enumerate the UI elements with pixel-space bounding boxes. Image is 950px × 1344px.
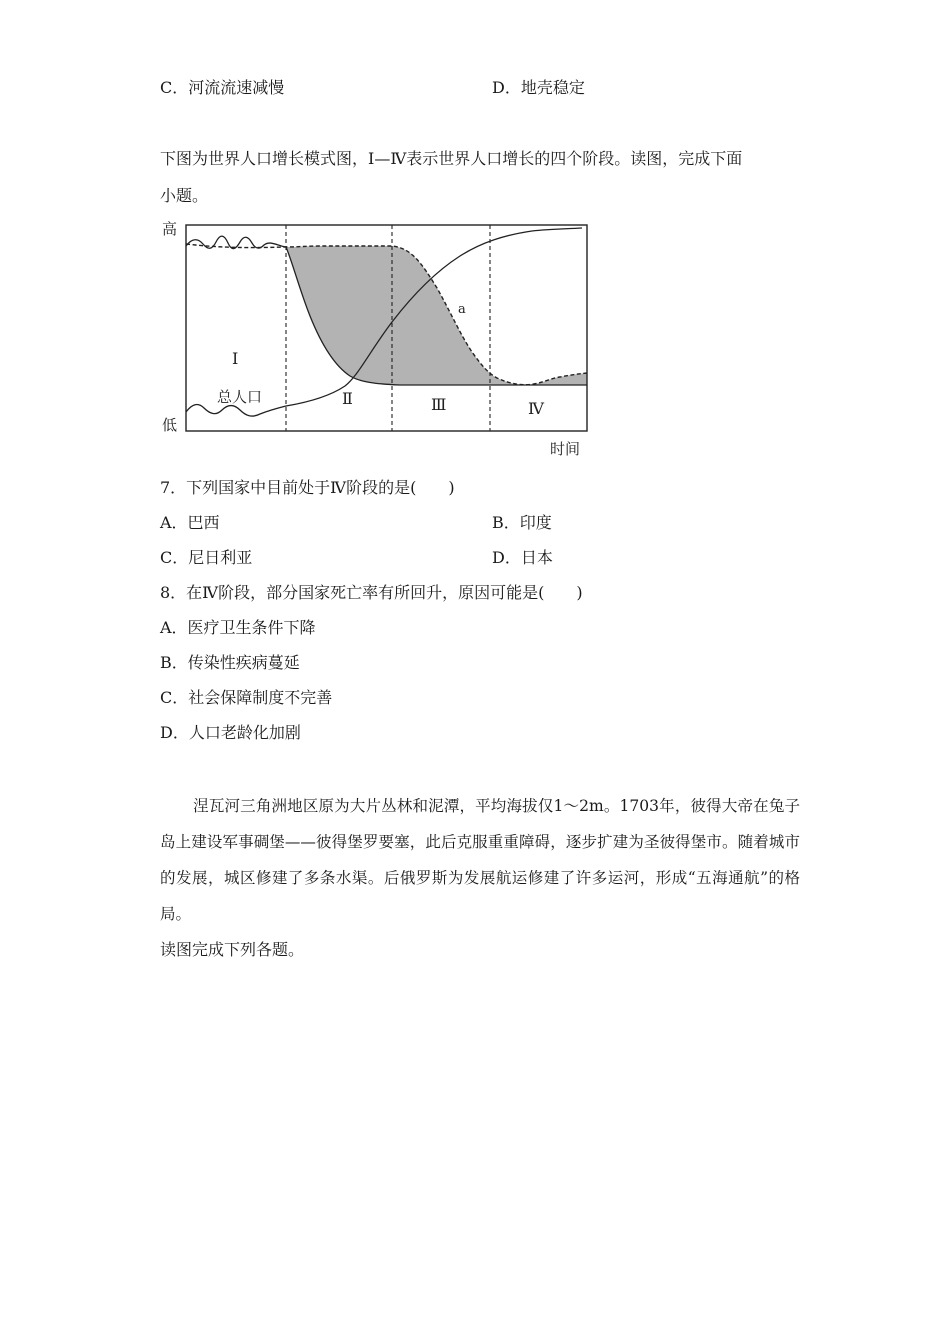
passage-text: 涅瓦河三角洲地区原为大片丛林和泥潭，平均海拔仅1～2m。1703年，彼得大帝在兔子岛上建设军事碉堡——彼得堡罗要塞，此后克服重重障碍，逐步扩建为圣彼得堡市。随着城市的发展，城区修建了多条水渠。后俄罗斯为发展航运修建了许多运河，形成“五海通航”的格局。: [160, 797, 800, 923]
question-7-option-c: C．尼日利亚: [160, 548, 253, 567]
prev-option-c: C．河流流速减慢: [160, 78, 285, 97]
stage-1-label: Ⅰ: [232, 349, 239, 368]
prev-option-d: D．地壳稳定: [492, 78, 585, 97]
question-7-option-b: B．印度: [492, 513, 552, 532]
question-7-option-d: D．日本: [492, 548, 553, 567]
question-8-option-a: A．医疗卫生条件下降: [160, 618, 316, 637]
question-8-option-d: D．人口老龄化加剧: [160, 723, 301, 742]
question-7-option-a: A．巴西: [160, 513, 220, 532]
y-axis-low-label: 低: [162, 416, 178, 434]
stage-4-label: Ⅳ: [528, 399, 544, 418]
neva-delta-passage: [160, 788, 800, 932]
intro-line-1: 下图为世界人口增长模式图，Ⅰ—Ⅳ表示世界人口增长的四个阶段。读图，完成下面: [160, 149, 743, 168]
stage-3-label: Ⅲ: [431, 395, 447, 414]
passage-instruction: 读图完成下列各题。: [160, 940, 305, 959]
stage-2-label: Ⅱ: [342, 389, 353, 408]
question-8-option-c: C．社会保障制度不完善: [160, 688, 333, 707]
intro-line-2: 小题。: [160, 186, 209, 205]
population-growth-model-figure: [160, 216, 590, 462]
total-population-label: 总人口: [217, 388, 263, 406]
question-7-stem: 7．下列国家中目前处于Ⅳ阶段的是( ): [160, 478, 455, 497]
curve-a-label: a: [458, 302, 466, 317]
question-8-option-b: B．传染性疾病蔓延: [160, 653, 300, 672]
natural-growth-shaded-area: [286, 246, 587, 385]
x-axis-time-label: 时间: [550, 440, 581, 458]
question-8-stem: 8．在Ⅳ阶段，部分国家死亡率有所回升，原因可能是( ): [160, 583, 583, 602]
y-axis-high-label: 高: [162, 220, 178, 238]
